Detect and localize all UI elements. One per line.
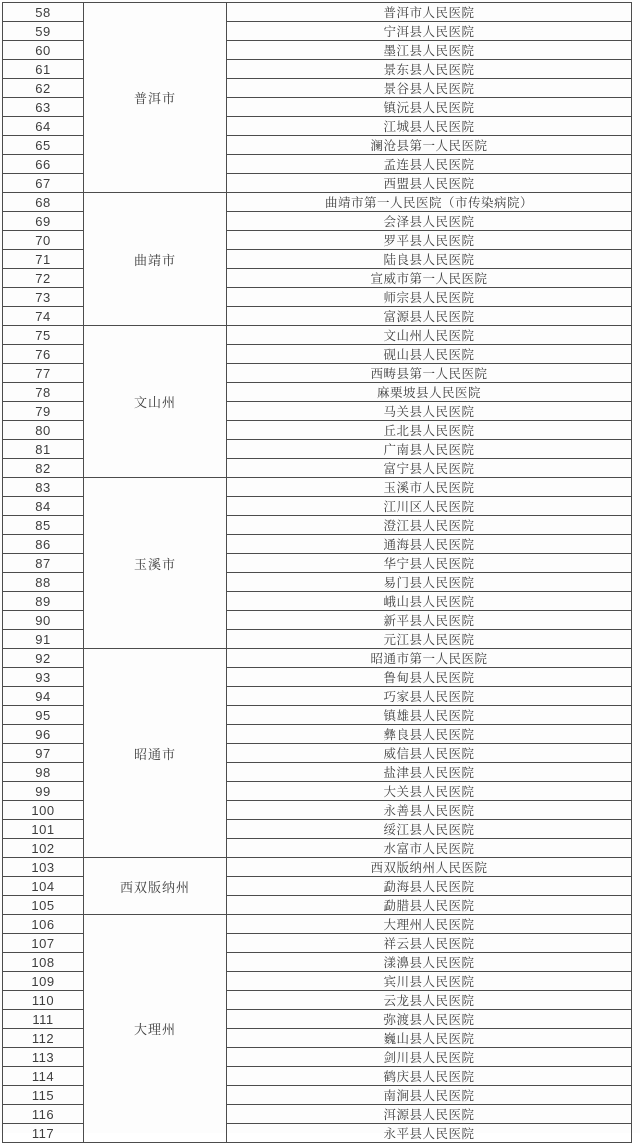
row-number-cell: 98	[3, 763, 84, 782]
row-number-cell: 91	[3, 630, 84, 649]
row-number-cell: 113	[3, 1048, 84, 1067]
row-number-cell: 74	[3, 307, 84, 326]
row-number-cell: 115	[3, 1086, 84, 1105]
hospital-cell: 景谷县人民医院	[227, 79, 632, 98]
hospital-cell: 宣威市第一人民医院	[227, 269, 632, 288]
city-cell: 文山州	[84, 326, 227, 478]
hospital-cell: 元江县人民医院	[227, 630, 632, 649]
row-number-cell: 72	[3, 269, 84, 288]
hospital-cell: 勐海县人民医院	[227, 877, 632, 896]
hospital-cell: 绥江县人民医院	[227, 820, 632, 839]
row-number-cell: 64	[3, 117, 84, 136]
hospital-cell: 勐腊县人民医院	[227, 896, 632, 915]
hospital-cell: 新平县人民医院	[227, 611, 632, 630]
hospital-cell: 马关县人民医院	[227, 402, 632, 421]
hospital-cell: 巧家县人民医院	[227, 687, 632, 706]
row-number-cell: 111	[3, 1010, 84, 1029]
hospital-cell: 普洱市人民医院	[227, 3, 632, 22]
row-number-cell: 110	[3, 991, 84, 1010]
row-number-cell: 83	[3, 478, 84, 497]
row-number-cell: 62	[3, 79, 84, 98]
row-number-cell: 95	[3, 706, 84, 725]
row-number-cell: 106	[3, 915, 84, 934]
row-number-cell: 114	[3, 1067, 84, 1086]
hospital-cell: 江川区人民医院	[227, 497, 632, 516]
row-number-cell: 102	[3, 839, 84, 858]
table-row	[3, 3, 632, 22]
row-number-cell: 90	[3, 611, 84, 630]
hospital-cell: 云龙县人民医院	[227, 991, 632, 1010]
hospital-cell: 砚山县人民医院	[227, 345, 632, 364]
hospital-cell: 西盟县人民医院	[227, 174, 632, 193]
row-number-cell: 73	[3, 288, 84, 307]
hospital-cell: 彝良县人民医院	[227, 725, 632, 744]
hospital-cell: 镇沅县人民医院	[227, 98, 632, 117]
hospital-cell: 镇雄县人民医院	[227, 706, 632, 725]
city-cell: 大理州	[84, 915, 227, 1143]
row-number-cell: 69	[3, 212, 84, 231]
row-number-cell: 76	[3, 345, 84, 364]
row-number-cell: 84	[3, 497, 84, 516]
hospital-cell: 巍山县人民医院	[227, 1029, 632, 1048]
hospital-cell: 文山州人民医院	[227, 326, 632, 345]
city-cell: 西双版纳州	[84, 858, 227, 915]
row-number-cell: 75	[3, 326, 84, 345]
row-number-cell: 93	[3, 668, 84, 687]
hospital-cell: 峨山县人民医院	[227, 592, 632, 611]
hospital-cell: 弥渡县人民医院	[227, 1010, 632, 1029]
row-number-cell: 116	[3, 1105, 84, 1124]
hospital-cell: 景东县人民医院	[227, 60, 632, 79]
row-number-cell: 85	[3, 516, 84, 535]
row-number-cell: 104	[3, 877, 84, 896]
row-number-cell: 66	[3, 155, 84, 174]
hospital-cell: 陆良县人民医院	[227, 250, 632, 269]
row-number-cell: 63	[3, 98, 84, 117]
hospital-cell: 西双版纳州人民医院	[227, 858, 632, 877]
hospital-cell: 威信县人民医院	[227, 744, 632, 763]
row-number-cell: 94	[3, 687, 84, 706]
hospital-cell: 祥云县人民医院	[227, 934, 632, 953]
hospital-cell: 澜沧县第一人民医院	[227, 136, 632, 155]
row-number-cell: 65	[3, 136, 84, 155]
table-row	[3, 649, 632, 668]
row-number-cell: 58	[3, 3, 84, 22]
hospital-cell: 华宁县人民医院	[227, 554, 632, 573]
hospital-cell: 西畴县第一人民医院	[227, 364, 632, 383]
city-cell: 玉溪市	[84, 478, 227, 649]
row-number-cell: 105	[3, 896, 84, 915]
table-row	[3, 193, 632, 212]
row-number-cell: 97	[3, 744, 84, 763]
hospital-cell: 澄江县人民医院	[227, 516, 632, 535]
hospital-cell: 富宁县人民医院	[227, 459, 632, 478]
row-number-cell: 99	[3, 782, 84, 801]
hospital-cell: 墨江县人民医院	[227, 41, 632, 60]
hospital-cell: 易门县人民医院	[227, 573, 632, 592]
row-number-cell: 79	[3, 402, 84, 421]
hospital-table	[2, 2, 632, 1143]
hospital-cell: 江城县人民医院	[227, 117, 632, 136]
hospital-cell: 漾濞县人民医院	[227, 953, 632, 972]
city-cell: 曲靖市	[84, 193, 227, 326]
row-number-cell: 86	[3, 535, 84, 554]
row-number-cell: 101	[3, 820, 84, 839]
hospital-cell: 南涧县人民医院	[227, 1086, 632, 1105]
hospital-cell: 鹤庆县人民医院	[227, 1067, 632, 1086]
table-row	[3, 478, 632, 497]
hospital-cell: 富源县人民医院	[227, 307, 632, 326]
hospital-cell: 剑川县人民医院	[227, 1048, 632, 1067]
row-number-cell: 109	[3, 972, 84, 991]
table-row	[3, 858, 632, 877]
row-number-cell: 87	[3, 554, 84, 573]
row-number-cell: 77	[3, 364, 84, 383]
city-cell: 普洱市	[84, 3, 227, 193]
hospital-cell: 罗平县人民医院	[227, 231, 632, 250]
hospital-table-body	[3, 3, 632, 1143]
row-number-cell: 88	[3, 573, 84, 592]
hospital-cell: 大关县人民医院	[227, 782, 632, 801]
row-number-cell: 80	[3, 421, 84, 440]
hospital-cell: 水富市人民医院	[227, 839, 632, 858]
city-cell: 昭通市	[84, 649, 227, 858]
row-number-cell: 68	[3, 193, 84, 212]
hospital-cell: 孟连县人民医院	[227, 155, 632, 174]
hospital-cell: 曲靖市第一人民医院（市传染病院）	[227, 193, 632, 212]
row-number-cell: 70	[3, 231, 84, 250]
row-number-cell: 92	[3, 649, 84, 668]
row-number-cell: 78	[3, 383, 84, 402]
row-number-cell: 117	[3, 1124, 84, 1143]
hospital-cell: 会泽县人民医院	[227, 212, 632, 231]
row-number-cell: 112	[3, 1029, 84, 1048]
hospital-cell: 玉溪市人民医院	[227, 478, 632, 497]
row-number-cell: 71	[3, 250, 84, 269]
hospital-cell: 宾川县人民医院	[227, 972, 632, 991]
row-number-cell: 107	[3, 934, 84, 953]
hospital-cell: 永善县人民医院	[227, 801, 632, 820]
hospital-cell: 丘北县人民医院	[227, 421, 632, 440]
row-number-cell: 108	[3, 953, 84, 972]
row-number-cell: 81	[3, 440, 84, 459]
hospital-cell: 广南县人民医院	[227, 440, 632, 459]
hospital-cell: 麻栗坡县人民医院	[227, 383, 632, 402]
row-number-cell: 82	[3, 459, 84, 478]
table-row	[3, 326, 632, 345]
row-number-cell: 59	[3, 22, 84, 41]
row-number-cell: 61	[3, 60, 84, 79]
table-row	[3, 915, 632, 934]
hospital-cell: 师宗县人民医院	[227, 288, 632, 307]
row-number-cell: 103	[3, 858, 84, 877]
row-number-cell: 100	[3, 801, 84, 820]
hospital-cell: 大理州人民医院	[227, 915, 632, 934]
hospital-cell: 宁洱县人民医院	[227, 22, 632, 41]
row-number-cell: 60	[3, 41, 84, 60]
row-number-cell: 67	[3, 174, 84, 193]
row-number-cell: 96	[3, 725, 84, 744]
hospital-cell: 洱源县人民医院	[227, 1105, 632, 1124]
hospital-cell: 通海县人民医院	[227, 535, 632, 554]
row-number-cell: 89	[3, 592, 84, 611]
hospital-cell: 鲁甸县人民医院	[227, 668, 632, 687]
hospital-cell: 昭通市第一人民医院	[227, 649, 632, 668]
hospital-cell: 盐津县人民医院	[227, 763, 632, 782]
hospital-cell: 永平县人民医院	[227, 1124, 632, 1143]
